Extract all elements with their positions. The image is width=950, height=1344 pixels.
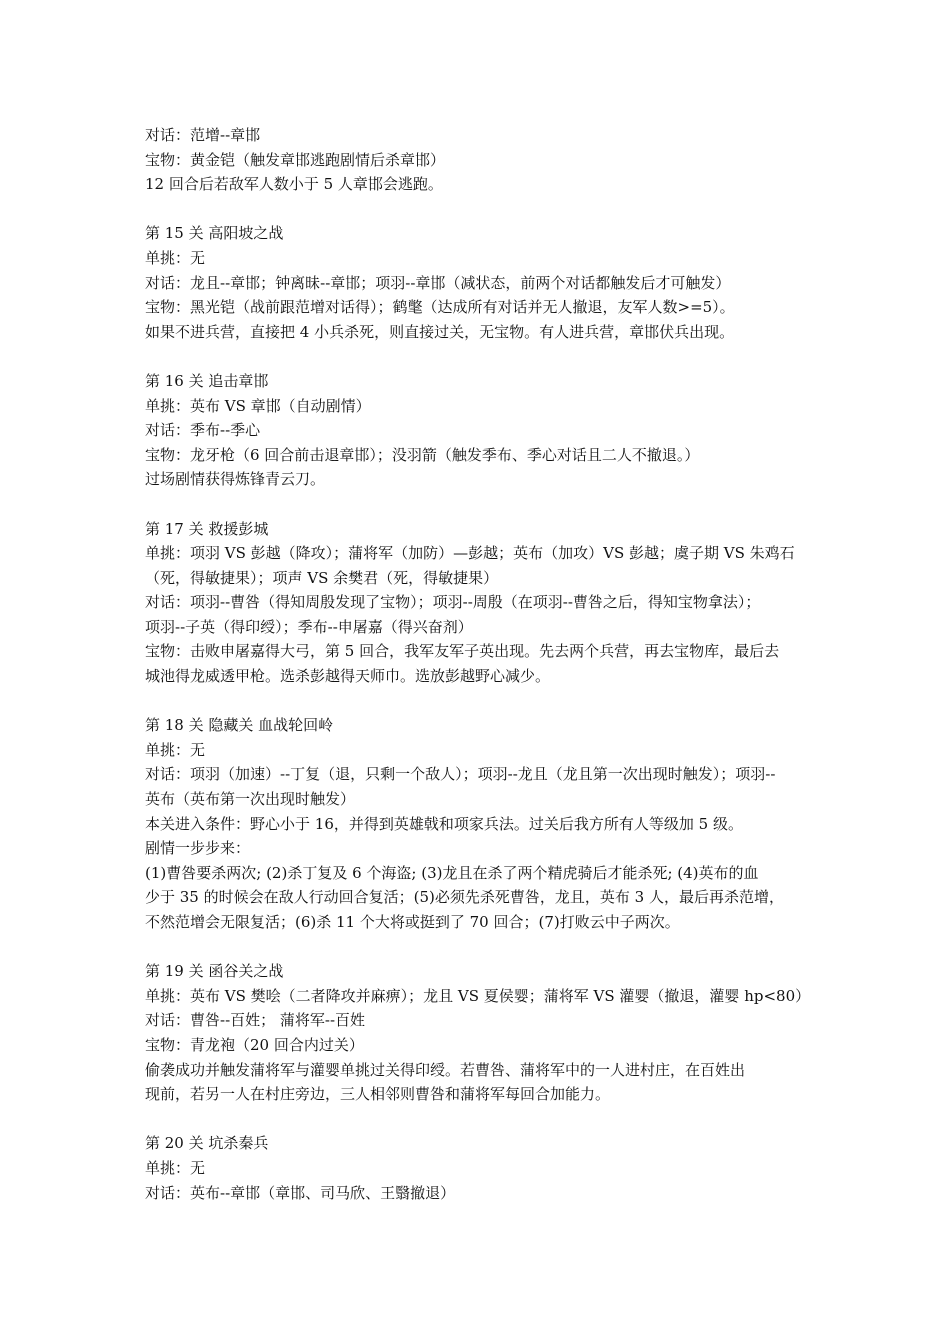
text-line: 对话：季布--季心 [145,421,261,440]
paragraph-gap [145,492,810,517]
text-line: 不然范增会无限复活；(6)杀 11 个大将或挺到了 70 回合；(7)打败云中子两次。 [145,913,680,931]
text-line: 单挑：无 [145,1158,206,1177]
text-line: 对话：项羽（加速）--丁复（退，只剩一个敌人）；项羽--龙且（龙且第一次出现时触发）；项羽-- [145,765,776,784]
text-line: 12 回合后若敌军人数小于 5 人章邯会逃跑。 [145,175,443,194]
paragraph-gap [145,344,810,369]
document-page [145,123,810,1205]
text-line: 对话：英布--章邯（章邯、司马欣、王翳撤退） [145,1183,456,1202]
text-line: 对话：龙且--章邯；钟离昧--章邯；项羽--章邯（减状态，前两个对话都触发后才可触发） [145,273,731,292]
text-line: 宝物：龙牙枪（6 回合前击退章邯）；没羽箭（触发季布、季心对话且二人不撤退。） [145,445,700,464]
text-line: （死，得敏捷果）；项声 VS 余樊君（死，得敏捷果） [145,568,499,587]
text-line: 宝物：击败申屠嘉得大弓，第 5 回合，我军友军子英出现。先去两个兵营，再去宝物库，最后去 [145,642,780,661]
text-line: 少于 35 的时候会在敌人行动回合复活；(5)必须先杀死曹咎，龙且，英布 3 人，最后再杀范增， [145,888,784,907]
section-heading-20: 第 20 关 坑杀秦兵 [145,1134,269,1153]
text-line: 单挑：无 [145,740,206,759]
text-line: 英布（英布第一次出现时触发） [145,790,356,809]
text-line: 项羽--子英（得印绶）；季布--申屠嘉（得兴奋剂） [145,617,473,636]
section-heading-17: 第 17 关 救援彭城 [145,519,269,538]
text-line: 现前，若另一人在村庄旁边，三人相邻则曹咎和蒲将军每回合加能力。 [145,1085,611,1104]
text-line: (1)曹咎要杀两次; (2)杀丁复及 6 个海盗; (3)龙且在杀了两个精虎骑后才能杀死; (4)英布的血 [145,863,759,882]
text-line: 剧情一步步来： [145,839,251,858]
text-line: 过场剧情获得炼锋青云刀。 [145,470,326,489]
text-line: 宝物：黄金铠（触发章邯逃跑剧情后杀章邯） [145,150,446,169]
paragraph-gap [145,197,810,222]
text-line: 对话：曹咎--百姓； 蒲将军--百姓 [145,1011,366,1030]
text-line: 单挑：项羽 VS 彭越（降攻）；蒲将军（加防）—彭越；英布（加攻）VS 彭越；虞子期 VS 朱鸡石 [145,544,795,563]
text-line: 宝物：青龙袍（20 回合内过关） [145,1035,364,1054]
paragraph-gap [145,1107,810,1132]
text-line: 对话：范增--章邯 [145,126,261,144]
section-heading-15: 第 15 关 高阳坡之战 [145,224,284,243]
text-line: 单挑：英布 VS 章邯（自动剧情） [145,396,371,415]
text-line: 如果不进兵营，直接把 4 小兵杀死，则直接过关，无宝物。有人进兵营，章邯伏兵出现。 [145,322,735,341]
section-heading-19: 第 19 关 函谷关之战 [145,962,284,981]
text-line: 本关进入条件：野心小于 16，并得到英雄戟和项家兵法。过关后我方所有人等级加 5 级。 [145,814,743,833]
section-heading-16: 第 16 关 追击章邯 [145,371,269,390]
text-line: 宝物：黑光铠（战前跟范增对话得）；鹤氅（达成所有对话并无人撤退，友军人数>=5）。 [145,298,735,317]
paragraph-gap [145,689,810,714]
text-line: 城池得龙威透甲枪。选杀彭越得天师巾。选放彭越野心减少。 [145,667,551,686]
text-line: 对话：项羽--曹咎（得知周殷发现了宝物）；项羽--周殷（在项羽--曹咎之后，得知宝物拿法）； [145,593,761,612]
text-line: 单挑：无 [145,248,206,267]
section-heading-18: 第 18 关 隐藏关 血战轮回岭 [145,716,334,735]
paragraph-gap [145,935,810,960]
text-line: 偷袭成功并触发蒲将军与灌婴单挑过关得印绶。若曹咎、蒲将军中的一人进村庄，在百姓出 [145,1060,746,1079]
text-line: 单挑：英布 VS 樊哙（二者降攻并麻痹）；龙且 VS 夏侯婴；蒲将军 VS 灌婴（撤退，灌婴 hp<80） [145,986,811,1005]
